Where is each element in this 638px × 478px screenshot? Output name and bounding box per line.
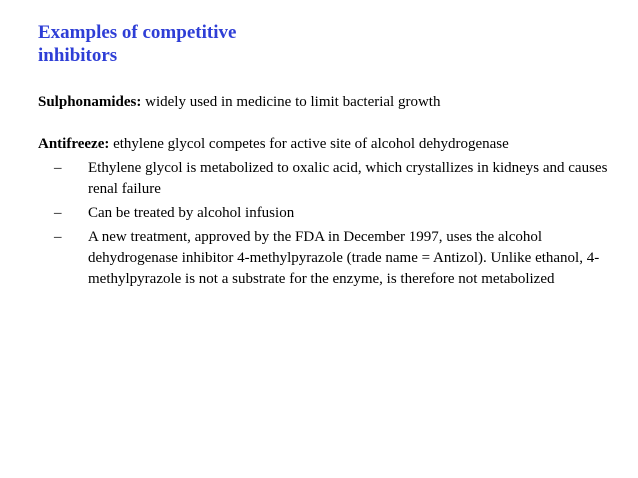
bullet-text: Can be treated by alcohol infusion	[88, 205, 295, 221]
list-item	[38, 203, 608, 224]
sulphonamides-text: widely used in medicine to limit bacterial growth	[141, 94, 441, 110]
bullet-text: Ethylene glycol is metabolized to oxalic acid, which crystallizes in kidneys and causes renal failure	[88, 160, 608, 197]
sulphonamides-paragraph	[38, 92, 608, 113]
antifreeze-paragraph	[38, 134, 608, 155]
dash-bullet-icon: –	[54, 160, 62, 176]
sulphonamides-term: Sulphonamides:	[38, 94, 142, 110]
title-line-1: Examples of competitive	[38, 22, 237, 43]
slide-body	[38, 92, 608, 293]
antifreeze-term: Antifreeze:	[38, 136, 110, 152]
title-line-2: inhibitors	[38, 45, 118, 66]
list-item	[38, 227, 608, 290]
antifreeze-text: ethylene glycol competes for active site of alcohol dehydrogenase	[109, 136, 509, 152]
bullet-text: A new treatment, approved by the FDA in December 1997, uses the alcohol dehydrogenase inhibitor 4-methylpyrazole (trade name = Antizol). Unlike ethanol, 4-methylpyrazole is not a substrate for the enzyme, is therefore not metabolized	[88, 229, 600, 287]
antifreeze-bullet-list	[38, 158, 608, 290]
dash-bullet-icon: –	[54, 205, 62, 221]
list-item	[38, 158, 608, 200]
dash-bullet-icon: –	[54, 229, 62, 245]
slide-title	[38, 21, 598, 67]
